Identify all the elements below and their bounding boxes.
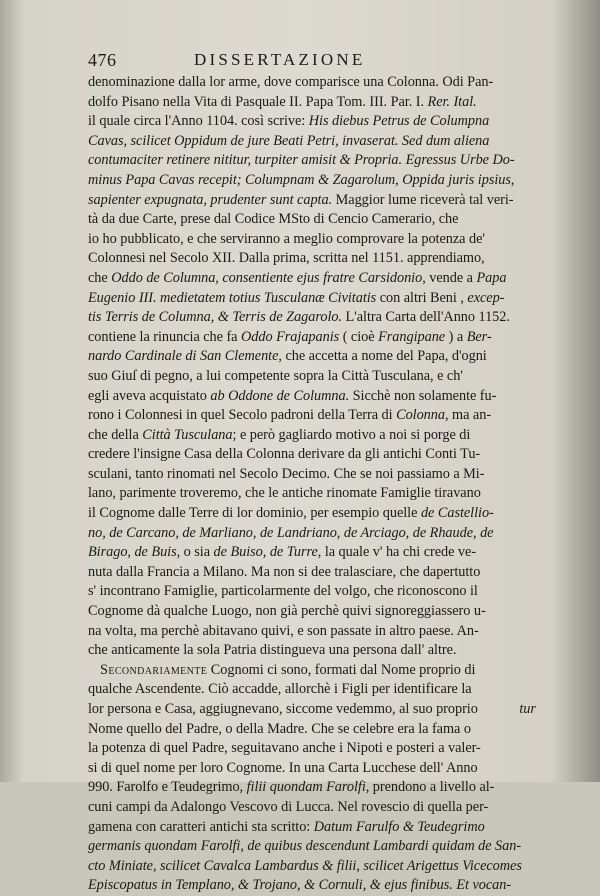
text-line: [88, 426, 536, 446]
text-segment: che: [88, 269, 112, 286]
text-segment: si di quel nome per loro Cognome. In una Carta Lucchese dell' Anno: [88, 759, 478, 776]
text-line: [88, 328, 536, 348]
text-segment: ; e però gagliardo motivo a noi si porge di: [232, 426, 471, 443]
italic-segment: germanis quondam Farolfi, de quibus descendunt Lambardi quidam de San-: [88, 838, 522, 855]
text-segment: gamena con caratteri antichi sta scritto:: [88, 818, 314, 835]
italic-segment: Episcopatus in Templano, & Trojano, & Cornuli, & ejus finibus.: [88, 877, 453, 894]
text-line: [88, 171, 536, 191]
text-line: [88, 269, 536, 289]
italic-segment: Et vocan-: [456, 877, 512, 894]
italic-segment: tis Terris de Columna, & Terris de Zagarolo.: [88, 309, 343, 326]
text-segment: qualche Ascendente. Ciò accadde, allorchè i Figli per identificare la: [88, 681, 472, 698]
text-line: [88, 857, 536, 877]
text-line: [88, 602, 536, 622]
text-line: [88, 543, 536, 563]
text-segment: s' incontrano Famiglie, particolarmente del volgo, che riconoscono il: [88, 583, 478, 600]
running-title: DISSERTAZIONE: [194, 50, 366, 69]
italic-segment: de Buiso, de Turre: [213, 544, 318, 561]
text-segment: dolfo Pisano nella Vita di Pasquale II. Papa Tom. III. Par. I.: [88, 93, 428, 110]
text-line: [88, 759, 536, 779]
text-segment: , o sia: [176, 544, 214, 561]
text-line: [88, 308, 536, 328]
text-line: [88, 818, 536, 838]
italic-segment: Colonna: [396, 407, 445, 424]
text-segment: egli aveva acquistato: [88, 387, 211, 404]
text-line: [88, 73, 536, 93]
text-segment: L'altra Carta dell'Anno 1152.: [342, 309, 510, 326]
text-segment: , la quale v' ha chi crede ve-: [317, 544, 477, 561]
text-line: [88, 112, 536, 132]
italic-segment: Papa: [476, 269, 507, 286]
text-line: [88, 622, 536, 642]
text-segment: , che accetta a nome del Papa, d'ogni: [278, 348, 487, 365]
italic-segment: sapienter expugnata, prudenter sunt capta.: [88, 191, 333, 208]
text-line: [88, 739, 536, 759]
text-line: [88, 876, 536, 896]
italic-segment: Oddo Frajapanis: [241, 328, 340, 345]
text-segment: io ho pubblicato, e che serviranno a meglio comprovare la potenza de': [88, 230, 485, 247]
text-segment: 990. Farolfo e Teudegrimo,: [88, 779, 247, 796]
page-header: [88, 50, 518, 72]
text-segment: Sicchè non solamente fu-: [349, 387, 497, 404]
italic-segment: cto Miniate, scilicet Cavalca Lambardus & filii, scilicet Arigettus Vicecomes: [88, 857, 522, 874]
text-line: [88, 641, 536, 661]
text-segment: il Cognome dalle Terre di lor dominio, per esempio quelle: [88, 505, 421, 522]
text-segment: che anticamente la sola Patria distingueva una persona dall' altre.: [88, 642, 457, 659]
text-segment: , ma an-: [444, 407, 492, 424]
text-line: [88, 132, 536, 152]
italic-segment: no, de Carcano, de Marliano, de Landriano, de Arciago, de Rhaude, de: [88, 524, 494, 541]
text-segment: suo Giuſ di pegno, a lui competente sopra la Città Tusculana, e ch': [88, 367, 463, 384]
text-segment: , vende a: [422, 269, 477, 286]
text-line: [88, 191, 536, 211]
text-segment: lor persona e Casa, aggiugnevano, siccome vedemmo, al suo proprio: [88, 701, 478, 717]
italic-segment: Rer. Ital.: [427, 93, 477, 110]
italic-segment: Città Tusculana: [142, 426, 233, 443]
text-segment: la potenza di quel Padre, seguitavano anche i Nipoti e posteri a valer-: [88, 740, 481, 757]
italic-segment: Frangipane: [378, 328, 446, 345]
text-segment: Maggior lume riceverà tal veri-: [332, 191, 514, 208]
text-line: [88, 484, 536, 504]
text-line: [88, 289, 536, 309]
text-line: [88, 230, 536, 250]
text-segment: ( cioè: [339, 328, 379, 345]
text-segment: contiene la rinuncia che fa: [88, 328, 242, 345]
italic-segment: nardo Cardinale di San Clemente: [88, 348, 279, 365]
italic-segment: His diebus Petrus de Columpna: [308, 113, 490, 130]
text-segment: Cognomi ci sono, formati dal Nome proprio di: [207, 661, 476, 678]
text-line: [88, 465, 536, 485]
italic-segment: filii quondam Farolfi: [246, 779, 366, 796]
text-line: [88, 837, 536, 857]
text-line: [88, 406, 536, 426]
text-line: [88, 367, 536, 387]
text-segment: Colonnesi nel Secolo XII. Dalla prima, scritta nel 1151. apprendiamo,: [88, 250, 485, 267]
text-segment: Cognome dà qualche Luogo, non già perchè quivi signoreggiassero u-: [88, 603, 486, 620]
text-line: [88, 563, 536, 583]
text-line: [88, 387, 536, 407]
text-line: [88, 504, 536, 524]
text-segment: tà da due Carte, prese dal Codice MSto di Cencio Camerario, che: [88, 211, 459, 228]
text-segment: rono i Colonnesi in quel Secolo padroni della Terra di: [88, 407, 397, 424]
italic-segment: Eugenio III. medietatem totius Tusculanæ Civitatis: [88, 289, 377, 306]
text-line: [88, 524, 536, 544]
text-segment: sculani, tanto rinomati nel Secolo Decimo. Che se noi passiamo a Mi-: [88, 465, 485, 482]
text-line: [88, 798, 536, 818]
text-line: [88, 249, 536, 269]
italic-segment: excep-: [467, 289, 505, 306]
text-line: [88, 661, 536, 681]
text-segment: nuta dalla Francia a Milano. Ma non si dee tralasciare, che dapertutto: [88, 563, 481, 580]
text-segment: che della: [88, 426, 143, 443]
italic-segment: contumaciter retinere nititur, turpiter amisit & Propria. Egressus Urbe Do-: [88, 152, 515, 169]
text-line: [88, 720, 536, 740]
italic-segment: Ber-: [466, 328, 492, 345]
italic-segment: Birago, de Buis: [88, 544, 177, 561]
italic-segment: Datum Farulfo & Teudegrimo: [313, 818, 485, 835]
text-line: [88, 680, 536, 700]
text-segment: con altri Beni ,: [376, 289, 468, 306]
text-line: [88, 151, 536, 171]
text-line: [88, 445, 536, 465]
catchword: tur: [519, 701, 536, 717]
text-segment: Nome quello del Padre, o della Madre. Che se celebre era la fama o: [88, 720, 471, 737]
text-line: [88, 778, 536, 798]
body-text: [88, 73, 536, 896]
text-segment: , prendono a livello al-: [365, 779, 495, 796]
small-caps-segment: Secondariamente: [100, 661, 208, 678]
italic-segment: Oddo de Columna, consentiente ejus fratre Carsidonio: [111, 269, 423, 286]
text-segment: cuni campi da Adalongo Vescovo di Lucca. Nel rovescio di quella per-: [88, 798, 489, 815]
italic-segment: minus Papa Cavas recepit; Columpnam & Zagarolum, Oppida juris ipsius,: [88, 171, 515, 188]
text-segment: credere l'insigne Casa della Colonna derivare da gli antichi Conti Tu-: [88, 446, 481, 463]
italic-segment: Cavas, scilicet Oppidum de jure Beati Petri, invaserat. Sed dum aliena: [88, 132, 490, 149]
text-line: [88, 210, 536, 230]
italic-segment: de Castellio-: [420, 505, 494, 522]
page-number: 476: [88, 50, 117, 70]
text-segment: il quale circa l'Anno 1104. così scrive:: [88, 113, 309, 130]
italic-segment: ab Oddone de Columna.: [210, 387, 350, 404]
text-segment: denominazione dalla lor arme, dove comparisce una Colonna. Odi Pan-: [88, 74, 494, 90]
text-segment: na volta, ma perchè abitavano quivi, e son passate in altro paese. An-: [88, 622, 479, 639]
text-line: [88, 582, 536, 602]
text-segment: lano, parimente troveremo, che le antiche rinomate Famiglie tiravano: [88, 485, 481, 502]
text-segment: ) a: [445, 328, 467, 345]
text-line: [88, 347, 536, 367]
text-line: [88, 93, 536, 113]
